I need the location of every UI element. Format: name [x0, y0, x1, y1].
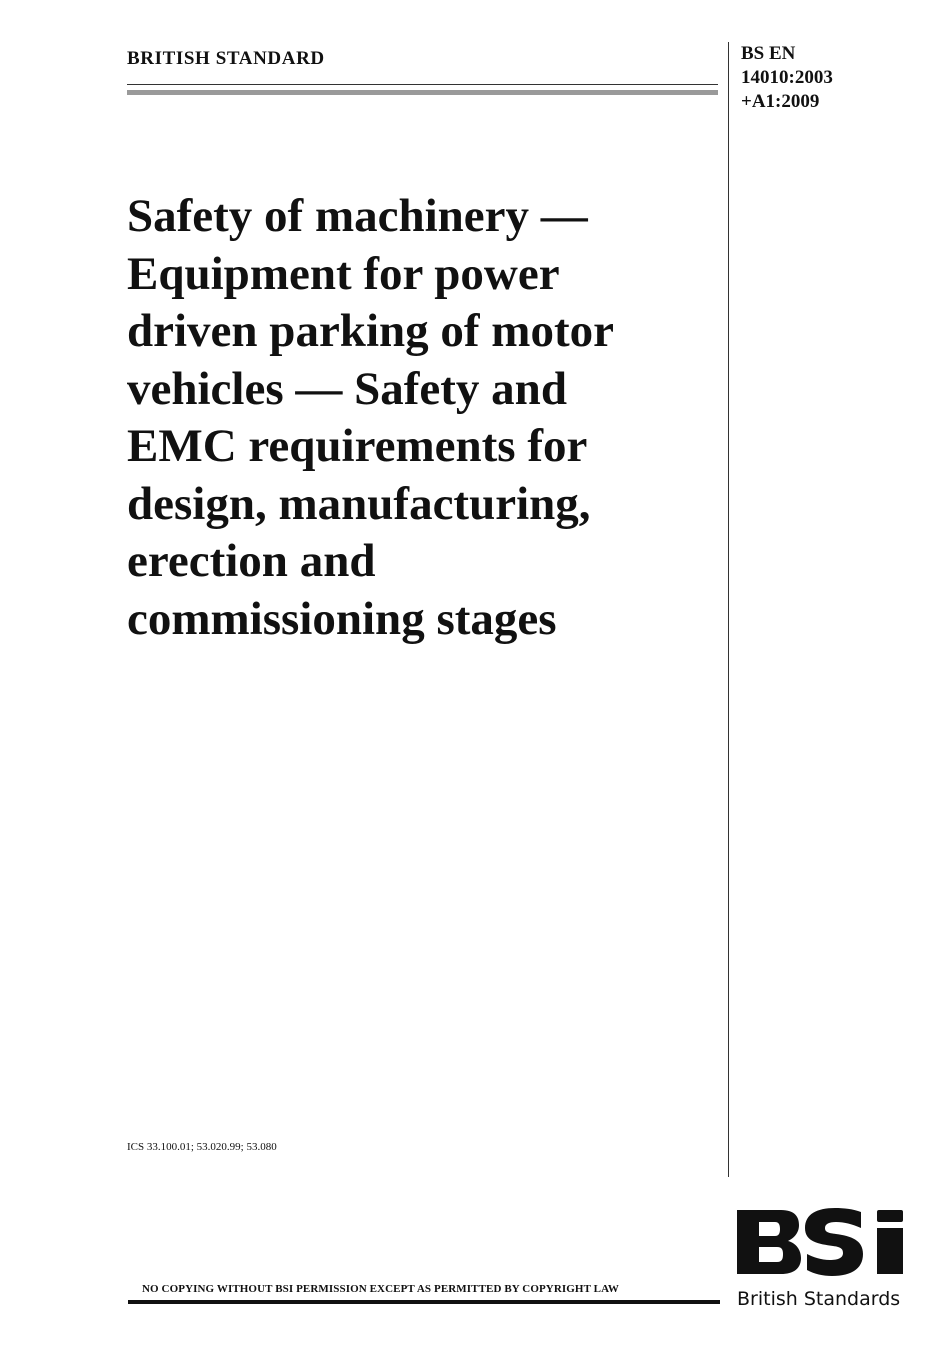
title-line: erection and	[127, 535, 376, 587]
doc-id-line: BS EN	[741, 43, 796, 64]
title-line: EMC requirements for	[127, 420, 588, 472]
title-line: Equipment for power	[127, 247, 560, 300]
title-line: design, manufacturing,	[127, 477, 591, 530]
doc-id-line: 14010:2003	[741, 67, 833, 88]
title-line: driven parking of motor	[127, 305, 614, 357]
logo-subtitle: British Standards	[737, 1288, 901, 1310]
doc-id-line: +A1:2009	[741, 91, 820, 112]
ics-codes: ICS 33.100.01; 53.020.99; 53.080	[127, 1141, 277, 1153]
standard-type-label: BRITISH STANDARD	[127, 48, 325, 69]
bsi-logo-icon	[737, 1208, 905, 1276]
title-line: commissioning stages	[127, 592, 557, 645]
vertical-divider	[728, 42, 729, 1177]
header-rule-thick	[127, 90, 718, 95]
title-line: Safety of machinery —	[127, 190, 588, 242]
document-title	[127, 188, 727, 648]
copyright-notice: NO COPYING WITHOUT BSI PERMISSION EXCEPT AS PERMITTED BY COPYRIGHT LAW	[142, 1283, 620, 1295]
header-rule-thin	[127, 84, 718, 85]
title-line: vehicles — Safety and	[127, 362, 567, 415]
document-identifier	[741, 42, 833, 114]
footer-rule	[128, 1300, 720, 1304]
